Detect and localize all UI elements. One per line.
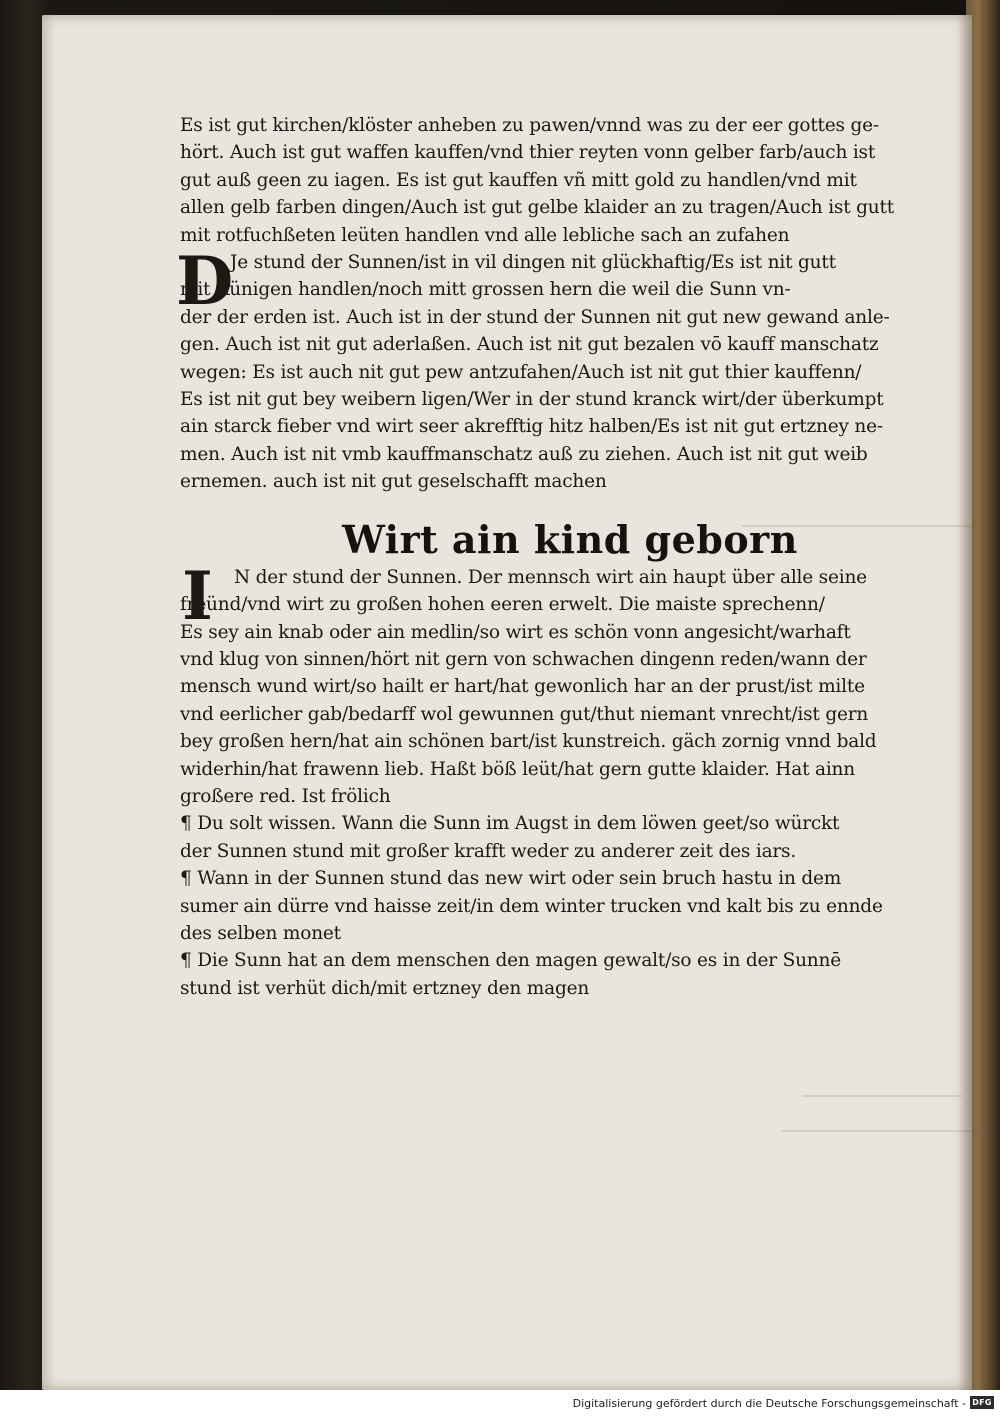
funding-notice: Digitalisierung gefördert durch die Deutsche Forschungsgemeinschaft - — [572, 1397, 966, 1410]
paragraph-intro — [180, 112, 970, 249]
text-line: mit Künigen handlen/noch mitt grossen hern die weil die Sunn vn- — [180, 279, 791, 301]
text-line: bey großen hern/hat ain schönen bart/ist kunstreich. gäch zornig vnnd bald — [180, 731, 877, 753]
text-line: Es ist nit gut bey weibern ligen/Wer in der stund kranck wirt/der überkumpt — [180, 389, 884, 411]
section-heading: Wirt ain kind geborn — [342, 516, 798, 562]
text-line: widerhin/hat frawenn lieb. Haßt böß leüt/hat gern gutte klaider. Hat ainn — [180, 758, 855, 780]
text-line: des selben monet — [180, 922, 341, 944]
text-line: men. Auch ist nit vmb kauffmanschatz auß zu ziehen. Auch ist nit gut weib — [180, 443, 868, 465]
note-august — [180, 810, 970, 865]
dfg-logo: DFG — [970, 1396, 994, 1409]
text-line: vnd eerlicher gab/bedarff wol gewunnen gut/thut niemant vnrecht/ist gern — [180, 703, 869, 725]
text-line: N der stund der Sunnen. Der mennsch wirt ain haupt über alle seine — [234, 566, 867, 588]
paragraph-sun-hour — [176, 242, 970, 496]
text-line: stund ist verhüt dich/mit ertzney den magen — [180, 977, 590, 999]
text-line: ain starck fieber vnd wirt seer akrefftig hitz halben/Es ist nit gut ertzney ne- — [180, 416, 883, 438]
text-line: ¶ Die Sunn hat an dem menschen den magen gewalt/so es in der Sunnē — [180, 950, 841, 972]
text-line: vnd klug von sinnen/hört nit gern von schwachen dingenn reden/wann der — [180, 648, 867, 670]
note-stomach — [180, 947, 970, 1002]
text-line: mit rotfuchßeten leüten handlen vnd alle lebliche sach an zufahen — [180, 224, 790, 246]
text-line: ¶ Du solt wissen. Wann die Sunn im Augst in dem löwen geet/so würckt — [180, 813, 840, 835]
text-line: allen gelb farben dingen/Auch ist gut gelbe klaider an zu tragen/Auch ist gutt — [180, 197, 894, 219]
show-through-mark — [802, 1095, 962, 1097]
drop-cap-initial: I — [182, 556, 213, 635]
text-line: Je stund der Sunnen/ist in vil dingen nit glückhaftig/Es ist nit gutt — [230, 252, 836, 274]
text-line: ernemen. auch ist nit gut geselschafft machen — [180, 471, 607, 493]
page-text — [176, 112, 970, 1002]
show-through-mark — [782, 1130, 982, 1132]
text-line: gen. Auch ist nit gut aderlaßen. Auch ist nit gut bezalen vō kauff manschatz — [180, 334, 879, 356]
text-line: mensch wund wirt/so hailt er hart/hat gewonlich har an der prust/ist milte — [180, 676, 865, 698]
drop-cap-initial: D — [176, 242, 234, 321]
note-new-moon — [180, 865, 970, 947]
text-line: ¶ Wann in der Sunnen stund das new wirt oder sein bruch hastu in dem — [180, 868, 842, 890]
text-line: Es sey ain knab oder ain medlin/so wirt es schön vonn angesicht/warhaft — [180, 621, 851, 643]
text-line: der der erden ist. Auch ist in der stund der Sunnen nit gut new gewand anle- — [180, 306, 890, 328]
paragraph-child-born — [180, 556, 970, 811]
text-line: freünd/vnd wirt zu großen hohen eeren erwelt. Die maiste sprechenn/ — [180, 594, 825, 616]
text-line: hört. Auch ist gut waffen kauffen/vnd thier reyten vonn gelber farb/auch ist — [180, 142, 876, 164]
text-line: großere red. Ist frölich — [180, 785, 391, 807]
text-line: der Sunnen stund mit großer krafft weder zu anderer zeit des iars. — [180, 840, 797, 862]
text-line: sumer ain dürre vnd haisse zeit/in dem winter trucken vnd kalt bis zu ennde — [180, 895, 883, 917]
text-line: wegen: Es ist auch nit gut pew antzufahen/Auch ist nit gut thier kauffenn/ — [180, 361, 862, 383]
text-line: Es ist gut kirchen/klöster anheben zu pawen/vnnd was zu der eer gottes ge- — [180, 115, 879, 136]
text-line: gut auß geen zu iagen. Es ist gut kauffen vñ mitt gold zu handlen/vnd mit — [180, 169, 857, 191]
